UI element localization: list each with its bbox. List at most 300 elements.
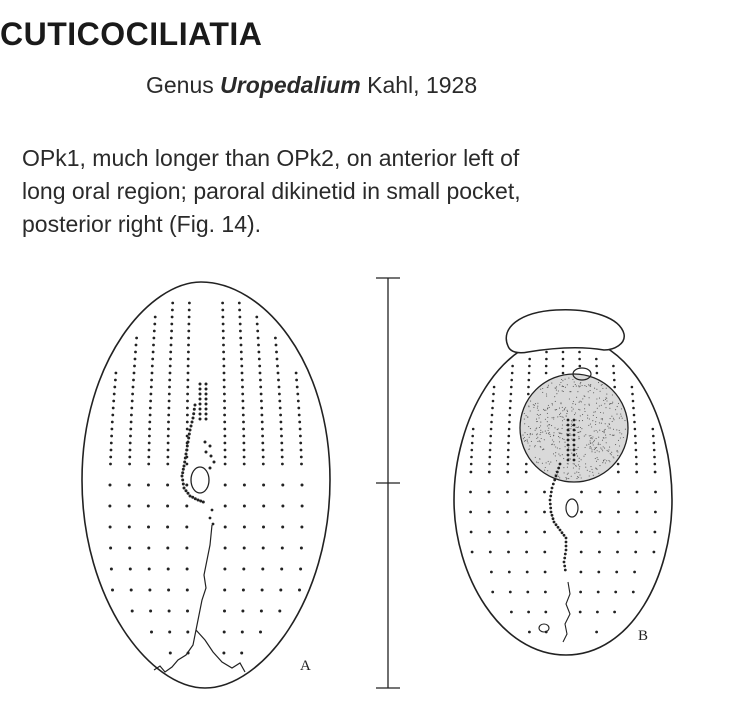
stipple-dot [594,388,595,389]
kinetosome [222,652,225,655]
kinetosome [148,568,151,571]
stipple-dot [590,466,591,467]
stipple-dot [623,437,624,438]
stipple-dot [562,438,563,439]
kinetosome [113,393,116,396]
kinetosome [224,505,227,508]
kinetosome [653,456,656,459]
stipple-dot [552,439,553,440]
oral-kinetosome [205,383,208,386]
stipple-dot [560,455,561,456]
kinetosome [493,386,496,389]
kinetosome [526,571,529,574]
stipple-dot [562,428,563,429]
kinetosome [579,365,582,368]
kinetosome [617,463,620,466]
kinetosome [148,589,151,592]
oral-kinetosome [557,467,560,470]
stipple-dot [598,443,599,444]
oral-kinetosome [199,418,202,421]
kinetosome [224,484,227,487]
oral-kinetosome [181,479,184,482]
kinetosome [187,344,190,347]
kinetosome [134,351,137,354]
stipple-dot [571,424,572,425]
stipple-dot [613,457,614,458]
kinetosome [599,511,602,514]
stipple-dot [560,413,561,414]
oral-kinetosome [205,398,208,401]
kinetosome [222,358,225,361]
stipple-dot [553,417,554,418]
kinetosome [129,449,132,452]
stipple-dot [605,397,606,398]
stipple-dot [568,463,569,464]
stipple-dot [573,467,574,468]
kinetosome [654,491,657,494]
stipple-dot [524,413,525,414]
oral-kinetosome [557,526,560,529]
kinetosome [168,407,171,410]
kinetosome [298,414,301,417]
kinetosome [470,463,473,466]
stipple-dot [555,387,556,388]
stipple-dot [596,398,597,399]
stipple-dot [546,393,547,394]
stipple-dot [542,388,543,389]
stipple-dot [563,467,564,468]
stipple-dot [528,426,529,427]
stipple-dot [547,421,548,422]
kinetosome [153,337,156,340]
stipple-dot [578,436,579,437]
stipple-dot [563,386,564,387]
oral-kinetosome [550,491,553,494]
kinetosome [168,400,171,403]
oral-kinetosome [573,424,576,427]
kinetosome [258,351,261,354]
kinetosome [617,491,620,494]
kinetosome [109,547,112,550]
panel-label-b: B [638,628,649,644]
stipple-dot [591,449,592,450]
stipple-dot [576,478,577,479]
stipple-dot [576,453,577,454]
kinetosome [150,386,153,389]
oral-kinetosome [573,439,576,442]
stipple-dot [610,403,611,404]
stipple-dot [588,425,589,426]
kinetosome [279,407,282,410]
kinetosome [528,379,531,382]
stipple-dot [608,427,609,428]
kinetosome [259,386,262,389]
stipple-dot [567,411,568,412]
stipple-dot [539,417,540,418]
kinetosome [261,428,264,431]
stipple-dot [606,400,607,401]
stipple-dot [555,446,556,447]
stipple-dot [547,413,548,414]
stipple-dot [593,412,594,413]
stipple-dot [568,447,569,448]
kinetosome [170,344,173,347]
oral-region-a [181,383,216,526]
oral-kinetosome [567,454,570,457]
stipple-dot [593,441,594,442]
kinetosome [299,568,302,571]
kinetosome [280,435,283,438]
stipple-dot [576,420,577,421]
stipple-dot [595,411,596,412]
stipple-dot [610,453,611,454]
kinetosome [543,491,546,494]
stipple-dot [602,431,603,432]
kinetosome [239,330,242,333]
stipple-dot [538,410,539,411]
kinetosome [186,463,189,466]
oral-kinetosome [565,541,568,544]
stipple-dot [621,433,622,434]
kinetosome [222,323,225,326]
stipple-dot [546,433,547,434]
stipple-dot [556,409,557,410]
kinetosome [615,571,618,574]
stipple-dot [587,418,588,419]
kinetosome [654,511,657,514]
kinetosome [149,407,152,410]
stipple-dot [579,474,580,475]
kinetosome [527,386,530,389]
kinetosome [169,358,172,361]
oral-kinetosome [209,517,212,520]
kinetosome [148,442,151,445]
stipple-dot [605,399,606,400]
stipple-dot [589,405,590,406]
oral-kinetosome [549,499,552,502]
kinetosome [507,531,510,534]
kinetosome [525,531,528,534]
stipple-dot [618,440,619,441]
description-line-3: posterior right (Fig. 14). [22,211,262,237]
oral-kinetosome [573,454,576,457]
stipple-dot [580,431,581,432]
stipple-dot [621,408,622,409]
oral-kinetosome [187,441,190,444]
stipple-dot [547,387,548,388]
stipple-dot [606,388,607,389]
contractile-vacuole-a [191,467,209,493]
kinetosome [634,551,637,554]
stipple-dot [529,437,530,438]
stipple-dot [603,412,604,413]
stipple-dot [608,449,609,450]
stipple-dot [583,456,584,457]
oral-kinetosome [567,449,570,452]
kinetosome [153,323,156,326]
kineties-a [108,302,303,655]
kinetosome [153,330,156,333]
stipple-dot [542,392,543,393]
kinetosome [544,611,547,614]
stipple-dot [603,437,604,438]
stipple-dot [565,446,566,447]
kinetosome [276,365,279,368]
kinetosome [280,421,283,424]
kinetosome [507,551,510,554]
stipple-dot [524,441,525,442]
kinetosome [262,463,265,466]
stipple-dot [588,384,589,385]
stipple-dot [595,458,596,459]
stipple-dot [598,444,599,445]
kinetosome [170,323,173,326]
stipple-dot [530,428,531,429]
kinetosome [258,365,261,368]
oral-kinetosome [573,434,576,437]
stipple-dot [598,382,599,383]
oral-kinetosome [199,500,202,503]
stipple-dot [620,414,621,415]
paroral-kinetosome [204,441,207,444]
oral-kinetosome [197,499,200,502]
oral-kinetosome [549,503,552,506]
stipple-dot [599,430,600,431]
stipple-dot [544,410,545,411]
kinetosome [152,344,155,347]
stipple-dot [595,452,596,453]
stipple-dot [564,472,565,473]
oral-kinetosome [573,459,576,462]
stipple-dot [608,460,609,461]
kinetosome [130,589,133,592]
kinetosome [186,631,189,634]
kinetosome [281,484,284,487]
oral-kinetosome [573,444,576,447]
kinetosome [258,358,261,361]
oral-kinetosome [565,549,568,552]
kinetosome [129,428,132,431]
kinetosome [147,505,150,508]
kinetosome [222,344,225,347]
kinetosome [613,379,616,382]
stipple-dot [579,386,580,387]
kinetosome [631,386,634,389]
oral-kinetosome [192,412,195,415]
stipple-dot [524,423,525,424]
kinetosome [224,463,227,466]
kinetosome [508,421,511,424]
stipple-dot [553,453,554,454]
kinetosome [185,526,188,529]
kinetosome [471,442,474,445]
stipple-dot [593,392,594,393]
stipple-dot [553,418,554,419]
oral-kinetosome [183,487,186,490]
kinetosome [224,526,227,529]
kinetosome [167,442,170,445]
stipple-dot [561,379,562,380]
stipple-dot [604,459,605,460]
kinetosome [299,435,302,438]
stipple-dot [541,438,542,439]
kinetosome [490,571,493,574]
kinetosome [223,400,226,403]
stipple-dot [594,440,595,441]
stipple-dot [595,421,596,422]
stipple-dot [584,411,585,412]
kinetosome [239,323,242,326]
stipple-dot [621,416,622,417]
stipple-dot [523,438,524,439]
stipple-dot [524,432,525,433]
stipple-dot [596,447,597,448]
kinetosome [134,358,137,361]
stipple-dot [588,404,589,405]
kinetosome [129,568,132,571]
oral-kinetosome [187,437,190,440]
stipple-dot [565,477,566,478]
stipple-dot [617,450,618,451]
kinetosome [543,511,546,514]
stipple-dot [620,437,621,438]
stipple-dot [574,473,575,474]
kinetosome [131,393,134,396]
kinetosome [633,421,636,424]
stipple-dot [588,391,589,392]
stipple-dot [570,458,571,459]
kinetosome [242,400,245,403]
kinetosome [167,414,170,417]
kinetosome [111,421,114,424]
stipple-dot [591,426,592,427]
stipple-dot [612,402,613,403]
stipple-dot [597,469,598,470]
stipple-dot [549,407,550,408]
kinetosome [598,551,601,554]
stipple-dot [590,435,591,436]
section-heading: CUTICOCILIATIA [0,16,263,52]
kinetosome [129,435,132,438]
stipple-dot [595,468,596,469]
stipple-dot [582,385,583,386]
stipple-dot [554,444,555,445]
stipple-dot [535,403,536,404]
kinetosome [187,379,190,382]
stipple-dot [599,465,600,466]
stipple-dot [605,407,606,408]
stipple-dot [602,388,603,389]
stipple-dot [596,430,597,431]
kinetosome [187,372,190,375]
oral-kinetosome [573,429,576,432]
stipple-dot [573,463,574,464]
stipple-dot [584,385,585,386]
kinetosome [507,449,510,452]
kinetosome [113,386,116,389]
stipple-dot [559,441,560,442]
kinetosome [166,484,169,487]
kinetosome [614,591,617,594]
kinetosome [152,351,155,354]
kinetosome [635,449,638,452]
stipple-dot [578,385,579,386]
kinetosome [489,449,492,452]
kinetosome [507,442,510,445]
stipple-dot [555,452,556,453]
oral-kinetosome [186,445,189,448]
kinetosome [634,428,637,431]
stipple-dot [564,442,565,443]
kinetosome [300,449,303,452]
kinetosome [506,471,509,474]
stipple-dot [525,440,526,441]
kinetosome [167,589,170,592]
stipple-dot [600,447,601,448]
kinetosome [241,631,244,634]
kinetosome [223,414,226,417]
kinetosome [635,456,638,459]
stipple-dot [582,420,583,421]
kinetosome [151,372,154,375]
kinetosome [298,421,301,424]
stipple-dot [562,424,563,425]
stipple-dot [545,410,546,411]
oral-kinetosome [194,497,197,500]
kinetosome [509,400,512,403]
stipple-dot [537,421,538,422]
stipple-dot [540,447,541,448]
oral-kinetosome [188,433,191,436]
oral-kinetosome [199,408,202,411]
stipple-dot [559,437,560,438]
stipple-dot [580,383,581,384]
stipple-dot [576,472,577,473]
panel-label-a: A [300,658,311,674]
paroral-kinetosome [205,451,208,454]
stipple-dot [559,414,560,415]
kinetosome [580,511,583,514]
kinetosome [242,589,245,592]
kinetosome [148,421,151,424]
kinetosome [544,571,547,574]
stipple-dot [569,398,570,399]
kinetosome [186,568,189,571]
stipple-dot [561,433,562,434]
kinetosome [224,547,227,550]
kinetosome [242,414,245,417]
oral-kinetosome [181,475,184,478]
kinetosome [260,393,263,396]
kinetosome [488,491,491,494]
stipple-dot [580,386,581,387]
kinetosome [580,571,583,574]
stipple-dot [559,448,560,449]
oral-kinetosome [190,425,193,428]
kinetosome [128,463,131,466]
oral-kinetosome [563,557,566,560]
stipple-dot [567,410,568,411]
stipple-dot [613,419,614,420]
kinetosome [278,386,281,389]
kinetosome [279,589,282,592]
stipple-dot [589,475,590,476]
stipple-dot [599,405,600,406]
stipple-dot [569,435,570,436]
kinetosome [109,484,112,487]
kinetosome [595,358,598,361]
oral-kinetosome [189,495,192,498]
